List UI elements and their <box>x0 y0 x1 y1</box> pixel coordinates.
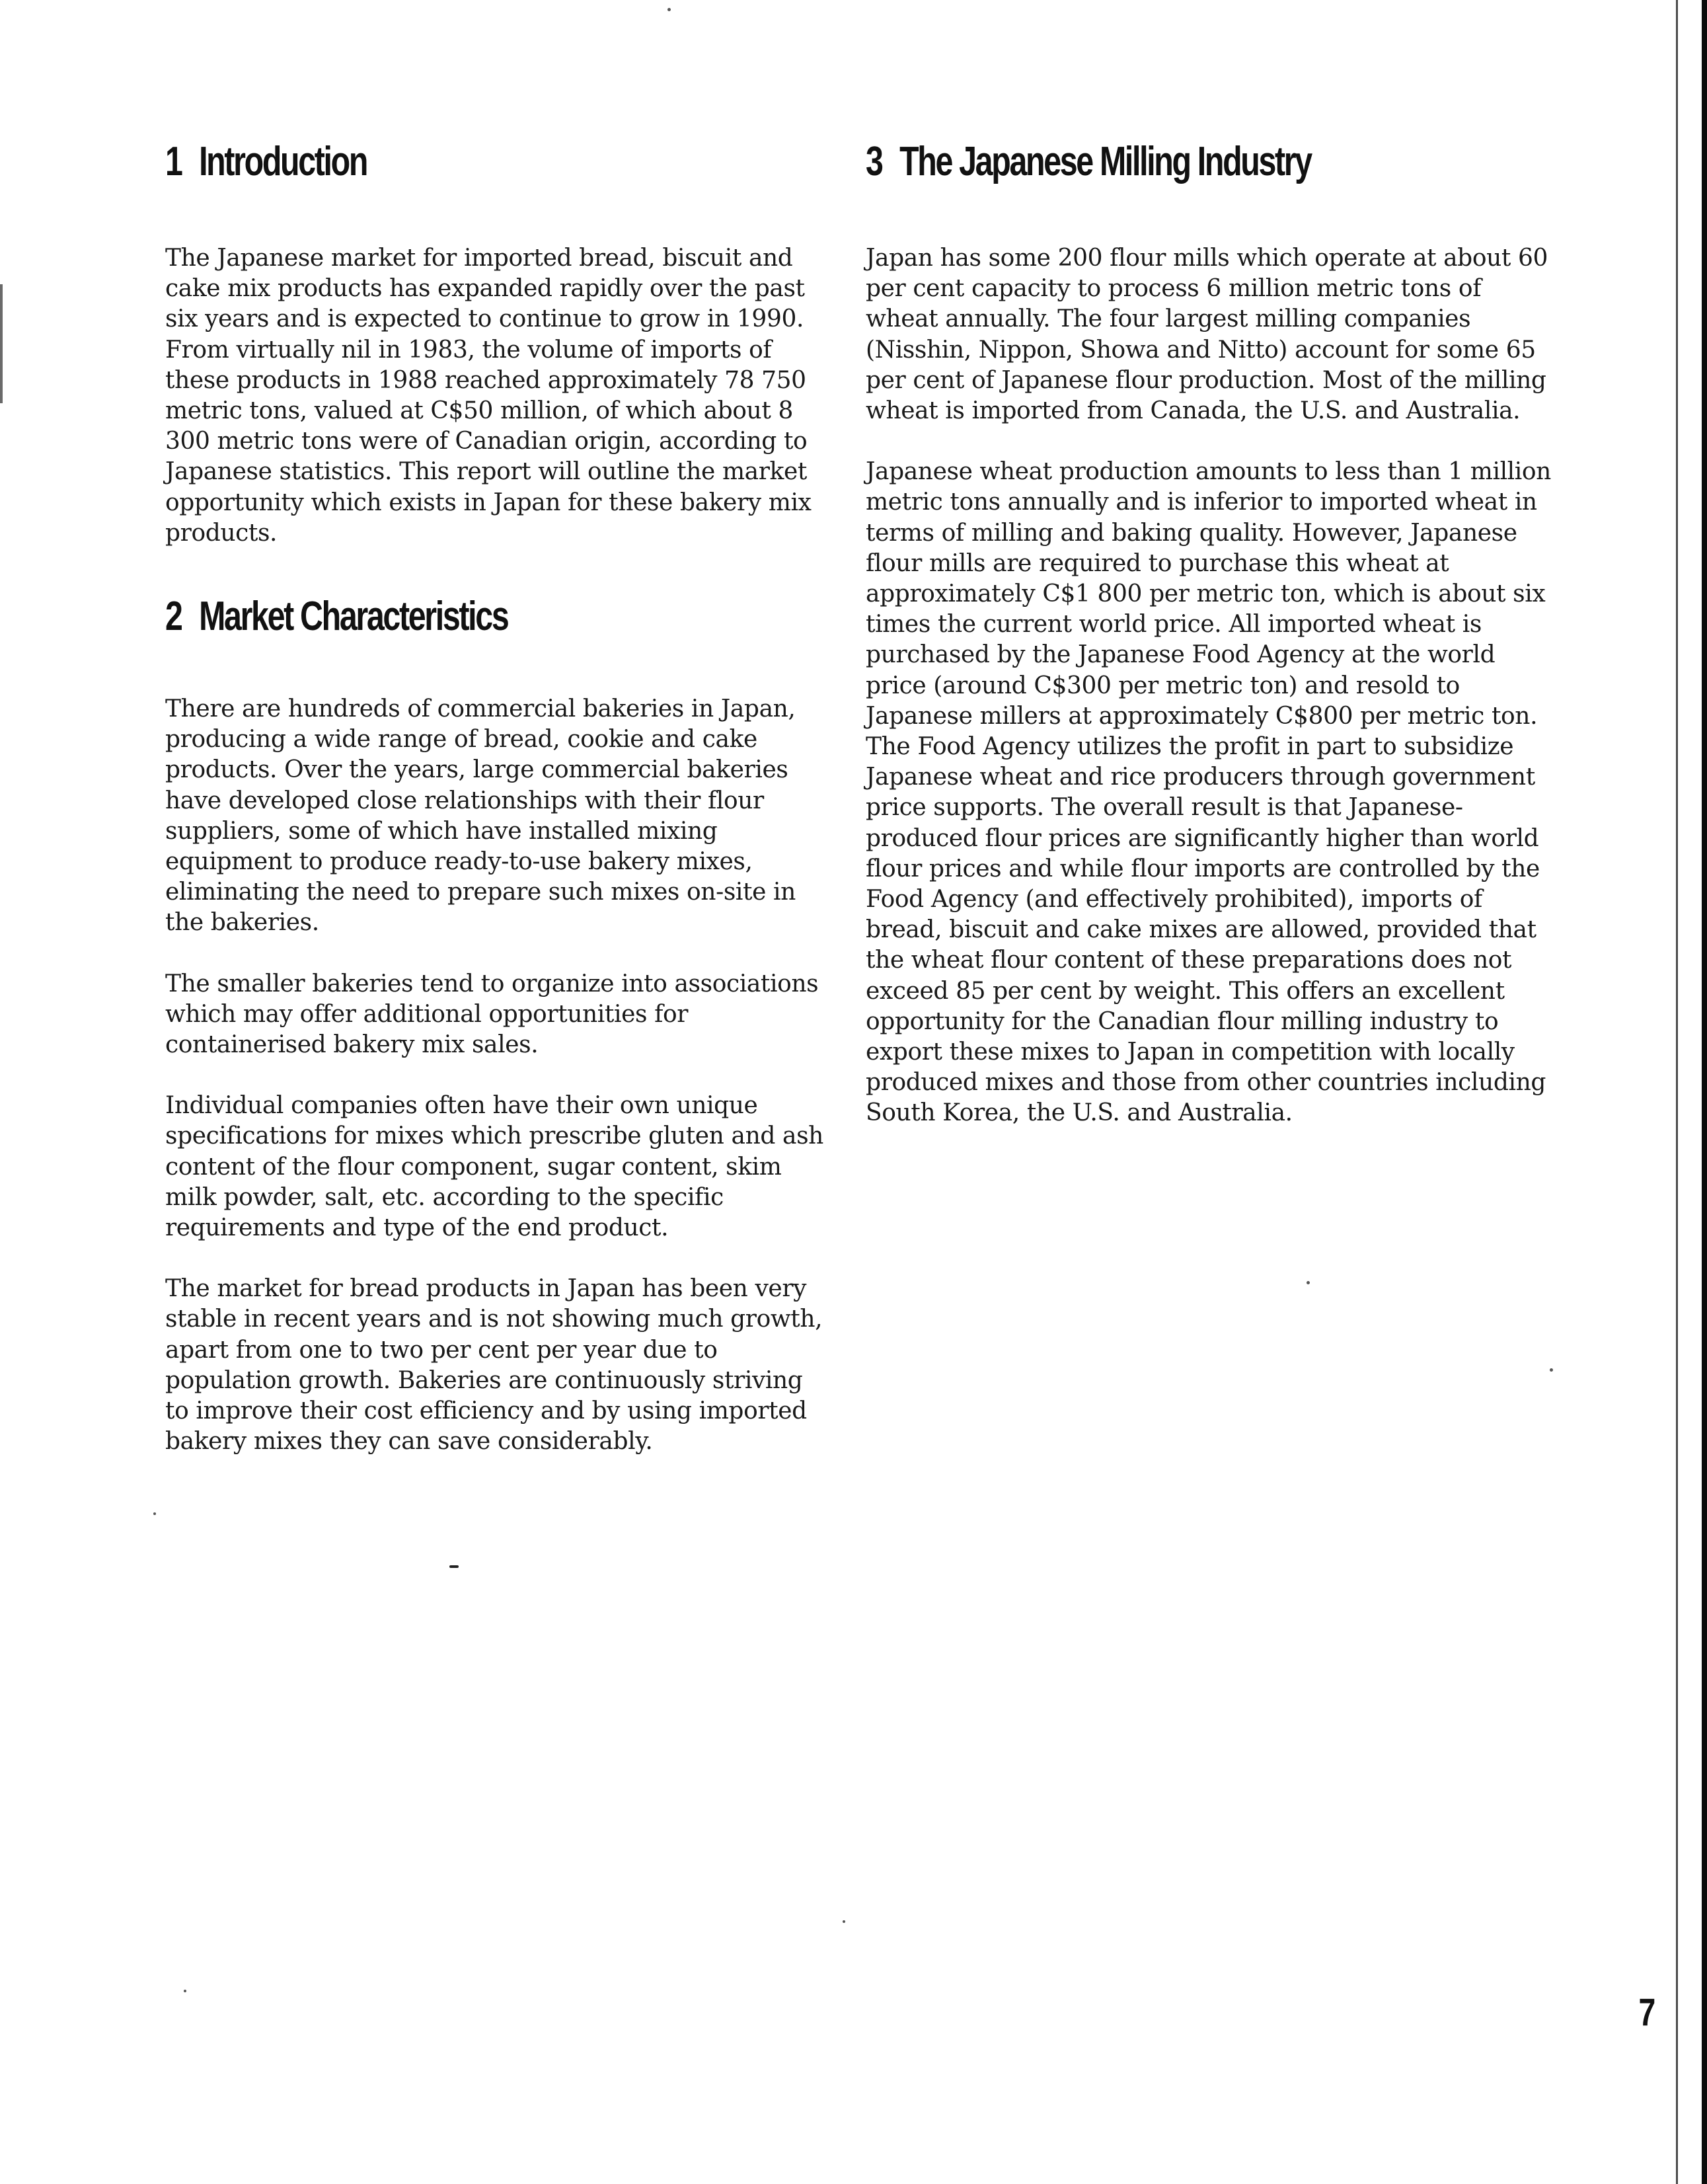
milling-paragraph-1: Japan has some 200 flour mills which operate at about 60 per cent capacity to process 6 million metric tons of wheat annually. The four largest milling companies (Nisshin, Nippon, Showa and Nitto) account for some 65 per cent of Japanese flour production. Most of the milling wheat is imported from Canada, the U.S. and Australia. <box>866 245 1548 425</box>
scan-speck <box>153 1512 156 1515</box>
section-market-characteristics <box>165 587 833 1457</box>
section-number: 3 <box>866 139 882 184</box>
section-heading-milling-industry <box>866 132 1402 192</box>
market-paragraph-3: Individual companies often have their own unique specifications for mixes which prescribe gluten and ash content of the flour component, sugar content, skim milk powder, salt, etc. according to the specific requirements and type of the end product. <box>165 1092 823 1242</box>
page-number: 7 <box>1638 1991 1655 2034</box>
scan-speck <box>449 1565 459 1568</box>
section-title: The Japanese Milling Industry <box>899 139 1311 184</box>
section-heading-introduction <box>165 132 686 192</box>
introduction-paragraph-1: The Japanese market for imported bread, biscuit and cake mix products has expanded rapidly over the past six years and is expected to continue to grow in 1990. From virtually nil in 1983, the volume of imports of these products in 1988 reached approximately 78 750 metric tons, valued at C$50 million, of which about 8 300 metric tons were of Canadian origin, according to Japanese statistics. This report will outline the market opportunity which exists in Japan for these bakery mix products. <box>165 245 812 547</box>
milling-paragraph-2: Japanese wheat production amounts to less than 1 million metric tons annually and is inferior to imported wheat in terms of milling and baking quality. However, Japanese flour mills are required to purchase this wheat at approximately C$1 800 per metric ton, which is about six times the current world price. All imported wheat is purchased by the Japanese Food Agency at the world price (around C$300 per metric ton) and resold to Japanese millers at approximately C$800 per metric ton. The Food Agency utilizes the profit in part to subsidize Japanese wheat and rice producers through government price supports. The overall result is that Japanese-produced flour prices are significantly higher than world flour prices and while flour imports are controlled by the Food Agency (and effectively prohibited), imports of bread, biscuit and cake mixes are allowed, provided that the wheat flour content of these preparations does not exceed 85 per cent by weight. This offers an excellent opportunity for the Canadian flour milling industry to export these mixes to Japan in competition with locally produced mixes and those from other countries including South Korea, the U.S. and Australia. <box>866 458 1551 1127</box>
scan-edge-mark-left <box>0 284 3 403</box>
scan-edge-right <box>1702 0 1707 2184</box>
section-japanese-milling-industry <box>866 132 1553 1129</box>
scan-edge-line-right <box>1676 0 1678 2184</box>
section-title: Introduction <box>199 139 367 184</box>
market-paragraph-1: There are hundreds of commercial bakeries in Japan, producing a wide range of bread, cookie and cake products. Over the years, large commercial bakeries have developed close relationships with their flour suppliers, some of which have installed mixing equipment to produce ready-to-use bakery mixes, eliminating the need to prepare such mixes on-site in the bakeries. <box>165 695 796 937</box>
section-heading-market-characteristics <box>165 587 686 646</box>
section-title: Market Characteristics <box>199 594 508 640</box>
scan-speck <box>1550 1368 1553 1372</box>
section-number: 1 <box>165 139 182 184</box>
scan-speck <box>667 8 671 11</box>
market-paragraph-2: The smaller bakeries tend to organize into associations which may offer additional opportunities for containerised bakery mix sales. <box>165 970 819 1059</box>
left-column <box>165 132 833 1458</box>
scan-speck <box>843 1920 845 1923</box>
section-number: 2 <box>165 594 182 640</box>
scan-speck <box>184 1990 186 1992</box>
section-introduction <box>165 132 833 549</box>
scan-speck <box>1307 1281 1310 1284</box>
market-paragraph-4: The market for bread products in Japan has been very stable in recent years and is not showing much growth, apart from one to two per cent per year due to population growth. Bakeries are continuously striving to improve their cost efficiency and by using imported bakery mixes they can save considerably. <box>165 1275 823 1456</box>
right-column <box>866 132 1553 1129</box>
